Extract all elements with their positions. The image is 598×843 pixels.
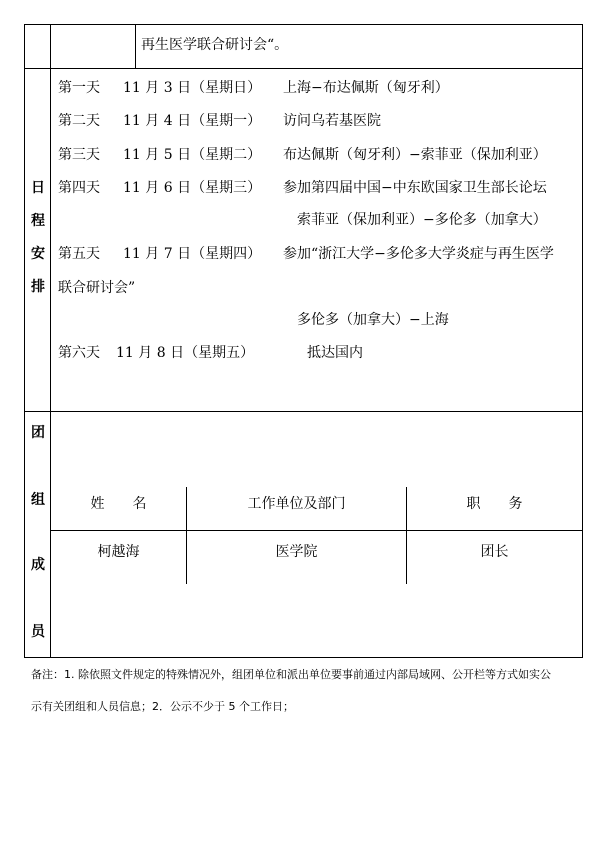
members-header-name: 姓 名 xyxy=(90,496,147,512)
row-divider xyxy=(24,411,583,412)
members-header-divider xyxy=(51,530,582,531)
members-header-unit: 工作单位及部门 xyxy=(247,496,346,512)
schedule-label-char: 安 xyxy=(31,246,45,262)
table-border-bottom xyxy=(24,657,583,658)
schedule-date: 11 月 5 日（星期二） xyxy=(123,147,262,163)
schedule-date: 11 月 6 日（星期三） xyxy=(123,180,262,196)
schedule-event: 参加第四届中国−中东欧国家卫生部长论坛 xyxy=(283,180,547,196)
schedule-event: 索菲亚（保加利亚）−多伦多（加拿大） xyxy=(297,212,547,228)
members-label-char: 员 xyxy=(31,624,45,640)
members-header-position: 职 务 xyxy=(466,496,523,512)
top-row-text: 再生医学联合研讨会“。 xyxy=(141,37,289,53)
schedule-day: 第三天 xyxy=(58,147,100,163)
schedule-day: 第一天 xyxy=(58,80,100,96)
table-border-left xyxy=(24,24,25,658)
table-border-right xyxy=(582,24,583,658)
schedule-date: 11 月 3 日（星期日） xyxy=(123,80,262,96)
footnote-line-1: 备注：1. 除依照文件规定的特殊情况外，组团单位和派出单位要事前通过内部局域网、公开栏等方式如实公 xyxy=(31,668,551,681)
schedule-event: 访问乌若基医院 xyxy=(283,113,381,129)
schedule-event: 多伦多（加拿大）−上海 xyxy=(297,312,449,328)
schedule-event: 布达佩斯（匈牙利）−索菲亚（保加利亚） xyxy=(283,147,547,163)
members-label-char: 团 xyxy=(31,425,45,441)
schedule-event: 联合研讨会” xyxy=(58,280,136,296)
schedule-label-char: 日 xyxy=(31,180,45,196)
members-label-char: 成 xyxy=(31,557,45,573)
schedule-label-char: 程 xyxy=(31,213,45,229)
schedule-day: 第六天 xyxy=(58,345,100,361)
table-border-top xyxy=(24,24,583,25)
schedule-label-char: 排 xyxy=(31,279,45,295)
member-name: 柯越海 xyxy=(97,544,140,560)
footnote-line-2: 示有关团组和人员信息；2．公示不少于 5 个工作日； xyxy=(31,700,294,713)
schedule-date: 11 月 4 日（星期一） xyxy=(123,113,262,129)
row-divider xyxy=(24,68,583,69)
schedule-day: 第二天 xyxy=(58,113,100,129)
label-column-divider xyxy=(50,24,51,658)
schedule-date: 11 月 8 日（星期五） xyxy=(116,345,255,361)
members-label-char: 组 xyxy=(31,492,45,508)
schedule-day: 第四天 xyxy=(58,180,100,196)
member-position: 团长 xyxy=(480,544,509,560)
schedule-day: 第五天 xyxy=(58,246,100,262)
top-row-cell-divider xyxy=(135,24,136,69)
schedule-event: 抵达国内 xyxy=(307,345,363,361)
schedule-event: 上海−布达佩斯（匈牙利） xyxy=(283,80,449,96)
member-unit: 医学院 xyxy=(275,544,318,560)
schedule-event: 参加“浙江大学−多伦多大学炎症与再生医学 xyxy=(283,246,554,262)
schedule-date: 11 月 7 日（星期四） xyxy=(123,246,262,262)
